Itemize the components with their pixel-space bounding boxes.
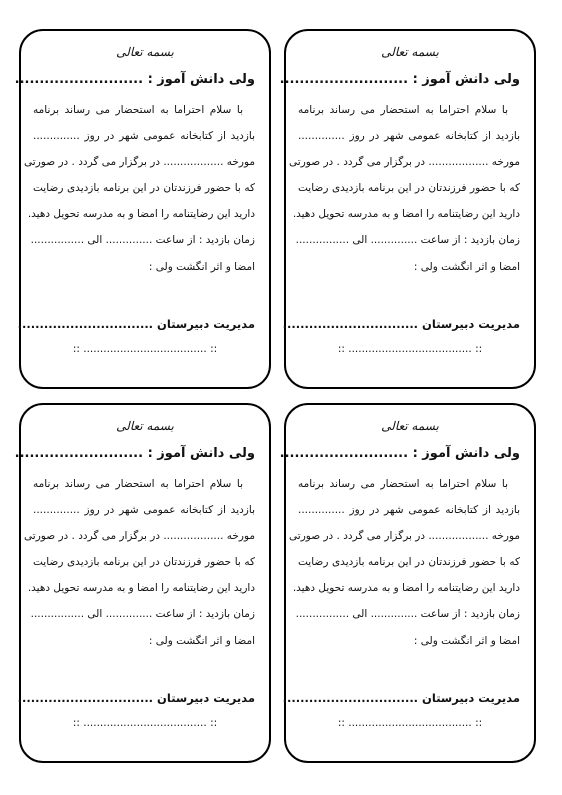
permission-slip-top-right <box>279 29 536 389</box>
slip-addressee: ولی دانش آموز : .......................... <box>14 72 255 87</box>
slip-body <box>24 471 255 627</box>
body-line-3: مورخه .................. در برگزار می گردد . در صورتی <box>289 530 520 542</box>
slip-heading: بسمه تعالی <box>116 419 174 433</box>
slip-signature-label: امضا و اثر انگشت ولی : <box>148 261 255 273</box>
slip-signature-label: امضا و اثر انگشت ولی : <box>148 635 255 647</box>
slip-signature-label: امضا و اثر انگشت ولی : <box>413 261 520 273</box>
slip-addressee: ولی دانش آموز : .......................... <box>279 72 520 87</box>
body-line-3: مورخه .................. در برگزار می گردد . در صورتی <box>289 156 520 168</box>
permission-slip-top-left <box>14 29 271 389</box>
permission-slip-bottom-left <box>14 403 271 763</box>
body-line-6: زمان بازدید : از ساعت .............. الی ................ <box>295 608 520 620</box>
body-line-3: مورخه .................. در برگزار می گردد . در صورتی <box>24 530 255 542</box>
slip-heading: بسمه تعالی <box>116 45 174 59</box>
body-line-1: با سلام احتراما به استحضار می رساند برنامه <box>298 104 508 116</box>
body-line-1: با سلام احتراما به استحضار می رساند برنامه <box>33 104 243 116</box>
slip-body <box>289 97 520 253</box>
slip-stamp-line: :: ..................................... :: <box>337 717 483 729</box>
slip-stamp-line: :: ..................................... :: <box>72 343 218 355</box>
slip-management-line: مدیریت دبیرستان ............................... <box>282 317 520 331</box>
body-line-4: که با حضور فرزندتان در این برنامه بازدیدی رضایت <box>298 182 520 194</box>
slip-stamp-line: :: ..................................... :: <box>337 343 483 355</box>
slip-management-line: مدیریت دبیرستان ............................... <box>17 317 255 331</box>
slip-management-line: مدیریت دبیرستان ............................... <box>282 691 520 705</box>
body-line-4: که با حضور فرزندتان در این برنامه بازدیدی رضایت <box>298 556 520 568</box>
body-line-6: زمان بازدید : از ساعت .............. الی ................ <box>295 234 520 246</box>
slip-addressee: ولی دانش آموز : .......................... <box>279 446 520 461</box>
slip-management-line: مدیریت دبیرستان ............................... <box>17 691 255 705</box>
body-line-5: دارید این رضایتنامه را امضا و به مدرسه تحویل دهید. <box>292 582 520 594</box>
slip-body <box>289 471 520 627</box>
body-line-3: مورخه .................. در برگزار می گردد . در صورتی <box>24 156 255 168</box>
body-line-6: زمان بازدید : از ساعت .............. الی ................ <box>30 234 255 246</box>
body-line-5: دارید این رضایتنامه را امضا و به مدرسه تحویل دهید. <box>292 208 520 220</box>
body-line-6: زمان بازدید : از ساعت .............. الی ................ <box>30 608 255 620</box>
body-line-2: بازدید از کتابخانه عمومی شهر در روز .............. <box>33 130 255 142</box>
slip-addressee: ولی دانش آموز : .......................... <box>14 446 255 461</box>
slip-heading: بسمه تعالی <box>381 419 439 433</box>
body-line-2: بازدید از کتابخانه عمومی شهر در روز .............. <box>298 504 520 516</box>
permission-slip-bottom-right <box>279 403 536 763</box>
body-line-5: دارید این رضایتنامه را امضا و به مدرسه تحویل دهید. <box>27 582 255 594</box>
body-line-5: دارید این رضایتنامه را امضا و به مدرسه تحویل دهید. <box>27 208 255 220</box>
slip-stamp-line: :: ..................................... :: <box>72 717 218 729</box>
body-line-2: بازدید از کتابخانه عمومی شهر در روز .............. <box>298 130 520 142</box>
body-line-2: بازدید از کتابخانه عمومی شهر در روز .............. <box>33 504 255 516</box>
body-line-1: با سلام احتراما به استحضار می رساند برنامه <box>298 478 508 490</box>
slip-body <box>24 97 255 253</box>
slip-heading: بسمه تعالی <box>381 45 439 59</box>
body-line-4: که با حضور فرزندتان در این برنامه بازدیدی رضایت <box>33 556 255 568</box>
body-line-1: با سلام احتراما به استحضار می رساند برنامه <box>33 478 243 490</box>
slip-signature-label: امضا و اثر انگشت ولی : <box>413 635 520 647</box>
body-line-4: که با حضور فرزندتان در این برنامه بازدیدی رضایت <box>33 182 255 194</box>
